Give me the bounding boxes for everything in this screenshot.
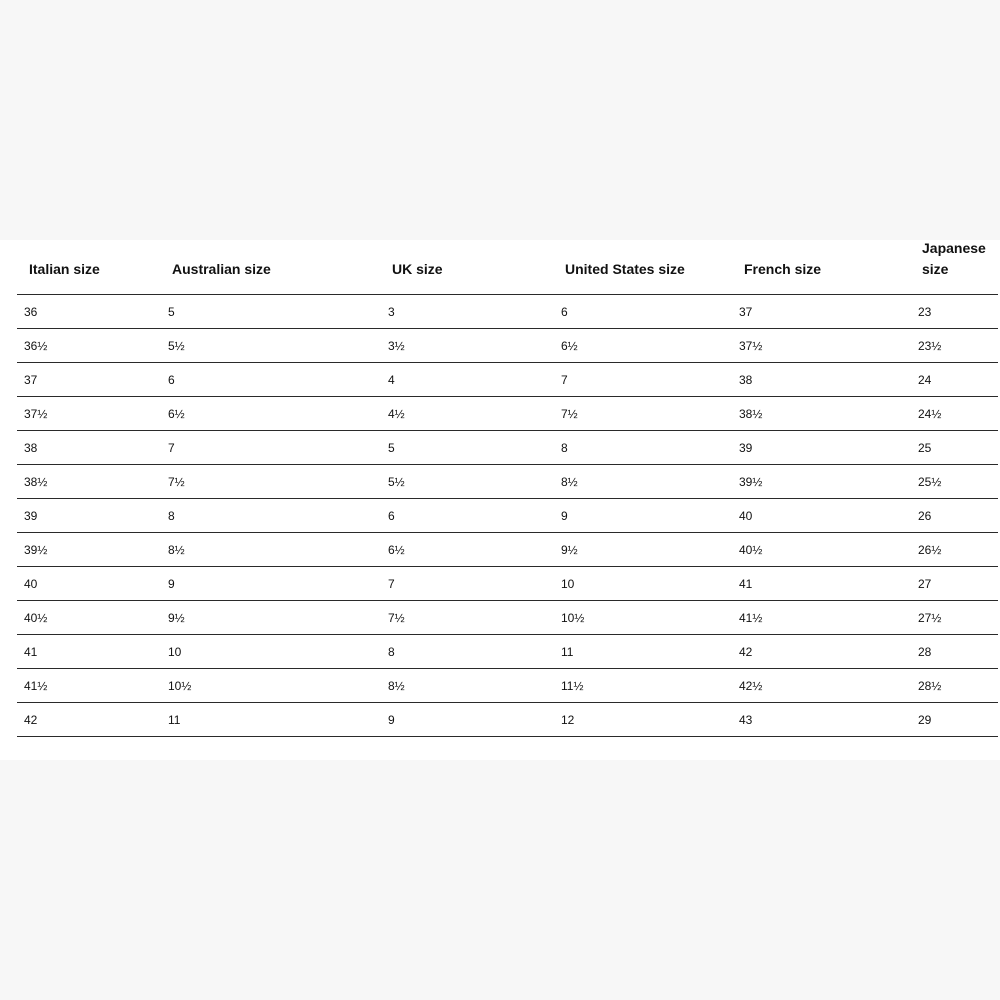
cell-french-size: 39½	[739, 475, 763, 489]
cell-us-size: 12	[561, 713, 575, 727]
cell-french-size: 40½	[739, 543, 763, 557]
table-row	[17, 295, 998, 329]
cell-uk-size: 5½	[388, 475, 405, 489]
cell-us-size: 10	[561, 577, 575, 591]
cell-french-size: 38	[739, 373, 753, 387]
cell-australian-size: 7	[168, 441, 175, 455]
cell-uk-size: 4	[388, 373, 395, 387]
cell-uk-size: 3½	[388, 339, 405, 353]
cell-australian-size: 6½	[168, 407, 185, 421]
cell-us-size: 9	[561, 509, 568, 523]
cell-french-size: 43	[739, 713, 753, 727]
cell-us-size: 9½	[561, 543, 578, 557]
cell-australian-size: 7½	[168, 475, 185, 489]
table-row	[17, 363, 998, 397]
cell-italian-size: 41½	[24, 679, 48, 693]
cell-italian-size: 39	[24, 509, 38, 523]
size-conversion-table	[17, 240, 998, 737]
cell-japanese-size: 28	[918, 645, 932, 659]
header-japanese-size: Japanese size	[922, 240, 986, 277]
cell-australian-size: 10	[168, 645, 182, 659]
table-row	[17, 533, 998, 567]
header-italian-size: Italian size	[29, 261, 100, 277]
cell-uk-size: 8½	[388, 679, 405, 693]
cell-italian-size: 39½	[24, 543, 48, 557]
cell-french-size: 37	[739, 305, 753, 319]
cell-uk-size: 9	[388, 713, 395, 727]
cell-us-size: 6	[561, 305, 568, 319]
cell-japanese-size: 29	[918, 713, 932, 727]
cell-japanese-size: 26	[918, 509, 932, 523]
cell-japanese-size: 27½	[918, 611, 942, 625]
cell-italian-size: 40½	[24, 611, 48, 625]
cell-japanese-size: 25	[918, 441, 932, 455]
cell-us-size: 8	[561, 441, 568, 455]
cell-us-size: 11½	[561, 679, 584, 693]
cell-us-size: 10½	[561, 611, 585, 625]
cell-italian-size: 38	[24, 441, 38, 455]
cell-italian-size: 37	[24, 373, 38, 387]
cell-italian-size: 40	[24, 577, 38, 591]
cell-italian-size: 38½	[24, 475, 48, 489]
header-uk-size: UK size	[392, 261, 443, 277]
table-row	[17, 465, 998, 499]
cell-japanese-size: 24½	[918, 407, 942, 421]
cell-french-size: 40	[739, 509, 753, 523]
cell-japanese-size: 27	[918, 577, 932, 591]
cell-japanese-size: 23	[918, 305, 932, 319]
cell-french-size: 38½	[739, 407, 763, 421]
cell-australian-size: 11	[168, 713, 181, 727]
header-french-size: French size	[744, 261, 822, 277]
cell-french-size: 42½	[739, 679, 763, 693]
cell-us-size: 8½	[561, 475, 578, 489]
cell-italian-size: 42	[24, 713, 38, 727]
cell-uk-size: 4½	[388, 407, 405, 421]
cell-japanese-size: 26½	[918, 543, 942, 557]
cell-uk-size: 6	[388, 509, 395, 523]
cell-japanese-size: 23½	[918, 339, 942, 353]
cell-us-size: 7½	[561, 407, 578, 421]
cell-us-size: 11	[561, 645, 574, 659]
cell-italian-size: 36½	[24, 339, 48, 353]
cell-french-size: 41	[739, 577, 753, 591]
cell-australian-size: 8½	[168, 543, 185, 557]
cell-australian-size: 9	[168, 577, 175, 591]
cell-italian-size: 36	[24, 305, 38, 319]
size-chart-panel	[0, 240, 1000, 760]
cell-uk-size: 7	[388, 577, 395, 591]
table-row	[17, 703, 998, 737]
cell-uk-size: 7½	[388, 611, 405, 625]
table-row	[17, 329, 998, 363]
cell-japanese-size: 25½	[918, 475, 942, 489]
cell-french-size: 39	[739, 441, 753, 455]
cell-us-size: 6½	[561, 339, 578, 353]
cell-japanese-size: 28½	[918, 679, 942, 693]
table-row	[17, 431, 998, 465]
cell-italian-size: 37½	[24, 407, 48, 421]
cell-japanese-size: 24	[918, 373, 932, 387]
cell-french-size: 42	[739, 645, 753, 659]
cell-australian-size: 6	[168, 373, 175, 387]
table-row	[17, 669, 998, 703]
table-row	[17, 499, 998, 533]
cell-uk-size: 8	[388, 645, 395, 659]
cell-uk-size: 3	[388, 305, 395, 319]
table-header-row	[17, 240, 998, 295]
table-row	[17, 635, 998, 669]
cell-australian-size: 5	[168, 305, 175, 319]
table-row	[17, 397, 998, 431]
cell-french-size: 37½	[739, 339, 763, 353]
header-australian-size: Australian size	[172, 261, 271, 277]
cell-australian-size: 8	[168, 509, 175, 523]
table-row	[17, 567, 998, 601]
table-body	[17, 295, 998, 737]
header-us-size: United States size	[565, 261, 685, 277]
cell-australian-size: 5½	[168, 339, 185, 353]
cell-us-size: 7	[561, 373, 568, 387]
cell-australian-size: 10½	[168, 679, 192, 693]
cell-uk-size: 5	[388, 441, 395, 455]
cell-australian-size: 9½	[168, 611, 185, 625]
table-row	[17, 601, 998, 635]
cell-italian-size: 41	[24, 645, 38, 659]
cell-uk-size: 6½	[388, 543, 405, 557]
cell-french-size: 41½	[739, 611, 763, 625]
